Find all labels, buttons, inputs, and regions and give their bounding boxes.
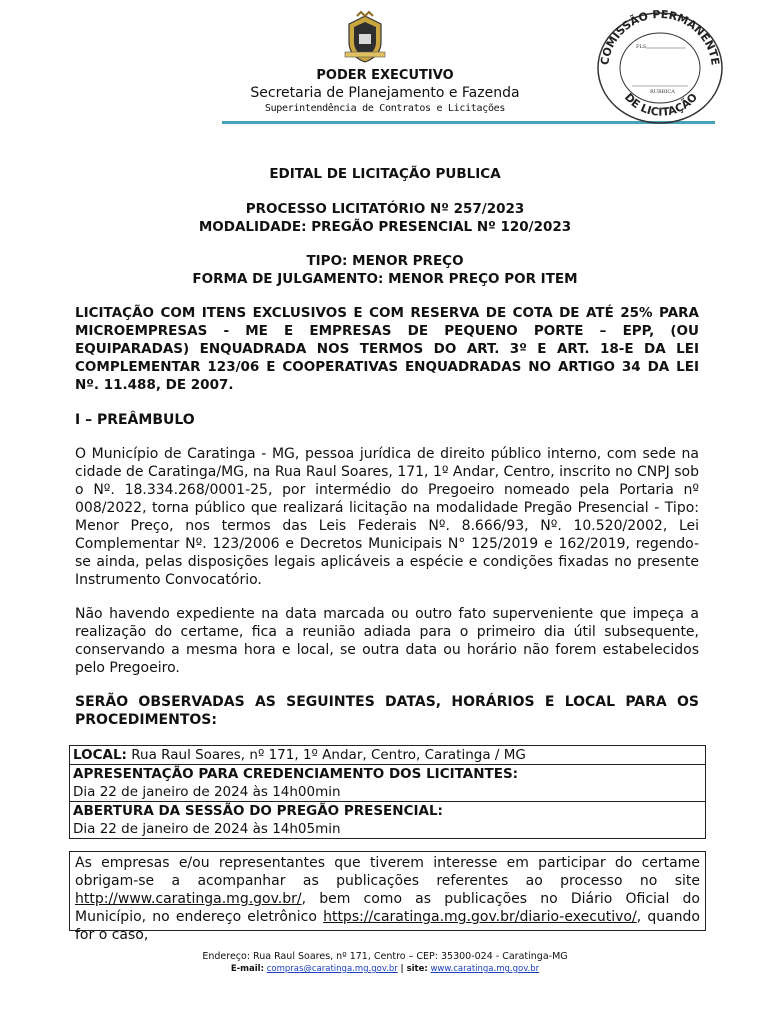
notice-text-1: As empresas e/ou representantes que tiverem interesse em participar do certame obrigam-se a acompanhar as publicações referentes ao processo no site	[75, 855, 700, 889]
diario-link[interactable]: https://caratinga.mg.gov.br/diario-executivo/	[323, 909, 637, 925]
local-label: LOCAL:	[73, 747, 127, 763]
footer-email-label: E-mail:	[230, 964, 264, 974]
forma-title: FORMA DE JULGAMENTO: MENOR PREÇO POR ITEM	[192, 271, 578, 287]
table-row	[70, 765, 706, 802]
notice-text-2: , bem como as publicações no Diário Oficial do Município, no endereço eletrônico	[75, 891, 700, 925]
commission-stamp-icon	[594, 8, 726, 126]
edital-title: EDITAL DE LICITAÇÃO PUBLICA	[269, 166, 501, 182]
tipo-title: TIPO: MENOR PREÇO	[306, 253, 464, 269]
abertura-label: ABERTURA DA SESSÃO DO PREGÃO PRESENCIAL:	[73, 803, 443, 819]
local-cell	[70, 746, 706, 765]
stamp-rubrica-label: RUBRICA	[650, 89, 675, 95]
footer-site-label: | site:	[400, 964, 428, 974]
preambulo-paragraph: O Município de Caratinga - MG, pessoa jurídica de direito público interno, com sede na cidade de Caratinga/MG, na Rua Raul Soares, 171, 1º Andar, Centro, inscrito no CNPJ sob o Nº. 18.334.268/0001-25, por intermédio do Pregoeiro nomeado pela Portaria nº 008/2022, torna público que realizará licitação na modalidade Pregão Presencial - Tipo: Menor Preço, nos termos das Leis Federais Nº. 8.666/93, Nº. 10.520/2002, Lei Complementar Nº. 123/2006 e Decretos Municipais N° 125/2019 e 162/2019, regendo-se ainda, pelas disposições legais aplicáveis a espécie e condições fixadas no presente Instrumento Convocatório.	[75, 446, 699, 588]
datas-heading: SERÃO OBSERVADAS AS SEGUINTES DATAS, HORÁRIOS E LOCAL PARA OS PROCEDIMENTOS:	[75, 694, 699, 728]
apresentacao-cell	[70, 765, 706, 802]
footer-email-link[interactable]: compras@caratinga.mg.gov.br	[266, 964, 398, 974]
abertura-cell	[70, 802, 706, 839]
notice-text-3: , quando for o caso,	[75, 909, 700, 943]
table-row	[70, 746, 706, 765]
stamp-fls-label: FLS	[636, 44, 647, 50]
municipal-crest-icon	[343, 12, 387, 64]
header-secretaria: Secretaria de Planejamento e Fazenda	[250, 85, 520, 101]
site-link[interactable]: http://www.caratinga.mg.gov.br/	[75, 891, 302, 907]
licitacao-statement: LICITAÇÃO COM ITENS EXCLUSIVOS E COM RESERVA DE COTA DE ATÉ 25% PARA MICROEMPRESAS - ME E EMPRESAS DE PEQUENO PORTE – EPP, (OU EQUIPARADAS) ENQUADRADA NOS TERMOS DO ART. 3º E ART. 18-E DA LEI COMPLEMENTAR 123/06 E COOPERATIVAS ENQUADRADAS NO ARTIGO 34 DA LEI Nº. 11.488, DE 2007.	[75, 305, 699, 393]
adiamento-paragraph: Não havendo expediente na data marcada ou outro fato superveniente que impeça a realização do certame, fica a reunião adiada para o primeiro dia útil subsequente, conservando a mesma hora e local, se outra data ou horário não forem estabelecidos pelo Pregoeiro.	[75, 606, 699, 676]
stamp-top-text: COMISSÃO PERMANENTE	[598, 8, 722, 66]
processo-title: PROCESSO LICITATÓRIO Nº 257/2023	[245, 201, 525, 217]
header-poder-executivo: PODER EXECUTIVO	[316, 68, 454, 83]
schedule-table	[69, 745, 706, 839]
svg-text:COMISSÃO PERMANENTE	[598, 8, 722, 66]
apresentacao-label: APRESENTAÇÃO PARA CREDENCIAMENTO DOS LICITANTES:	[73, 766, 519, 782]
header-superintendencia: Superintendência de Contratos e Licitações	[264, 103, 506, 114]
stamp-bottom-text: DE LICITAÇÃO	[621, 90, 701, 119]
modalidade-title: MODALIDADE: PREGÃO PRESENCIAL Nº 120/2023	[198, 219, 572, 235]
footer-contacts	[0, 964, 770, 974]
footer-address: Endereço: Rua Raul Soares, nº 171, Centro – CEP: 35300-024 - Caratinga-MG	[202, 951, 568, 962]
preambulo-heading: I – PREÂMBULO	[75, 412, 195, 428]
notice-box	[69, 851, 706, 943]
footer-site-link[interactable]: www.caratinga.mg.gov.br	[430, 964, 540, 974]
local-value: Rua Raul Soares, nº 171, 1º Andar, Centro, Caratinga / MG	[126, 747, 526, 763]
apresentacao-value: Dia 22 de janeiro de 2024 às 14h00min	[73, 784, 341, 800]
abertura-value: Dia 22 de janeiro de 2024 às 14h05min	[73, 821, 341, 837]
table-row	[70, 802, 706, 839]
